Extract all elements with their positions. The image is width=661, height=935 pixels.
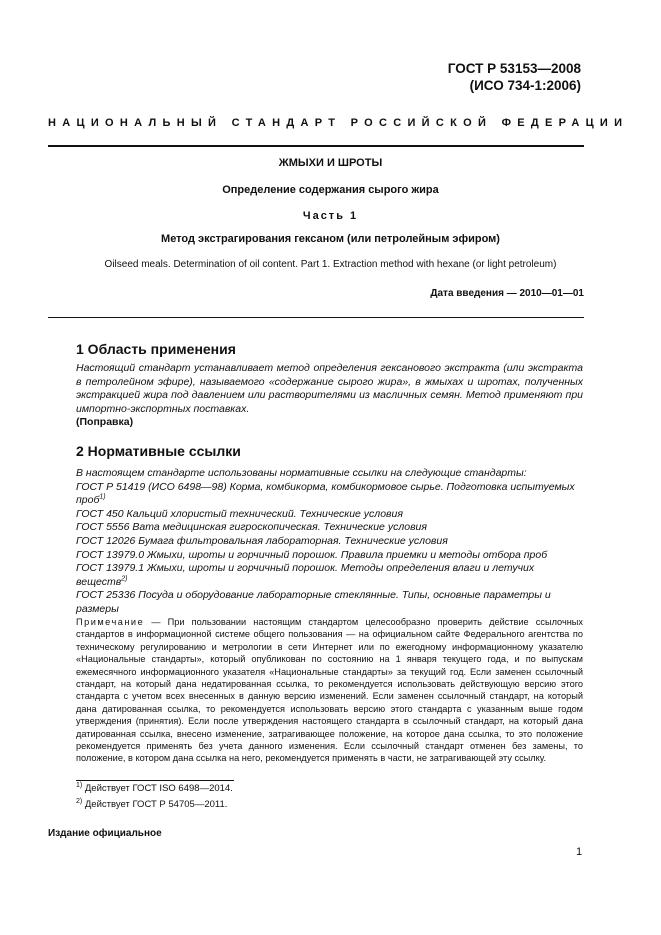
reference-item: ГОСТ 13979.0 Жмыхи, шроты и горчичный порошок. Правила приемки и методы отбора проб (76, 548, 548, 561)
standard-code-gost: ГОСТ Р 53153—2008 (447, 61, 581, 76)
header-rule (48, 145, 584, 147)
section-1-heading: 1 Область применения (76, 341, 236, 357)
english-title: Oilseed meals. Determination of oil content. Part 1. Extraction method with hexane (or light petroleum) (104, 259, 557, 270)
note-label: Примечание (76, 617, 145, 627)
document-title: ЖМЫХИ И ШРОТЫ (278, 157, 383, 169)
reference-item: ГОСТ Р 51419 (ИСО 6498—98) Корма, комбикорма, комбикормовое сырье. Подготовка испытуемых проб$^{1)}$ (76, 480, 575, 507)
references-intro: В настоящем стандарте использованы нормативные ссылки на следующие стандарты: (76, 467, 527, 479)
footnote-1: $^{1)}$ Действует ГОСТ ISO 6498—2014. (76, 781, 233, 794)
introduction-date: Дата введения — 2010—01—01 (430, 288, 584, 299)
national-standard-banner: НАЦИОНАЛЬНЫЙ СТАНДАРТ РОССИЙСКОЙ ФЕДЕРАЦИИ (48, 117, 629, 129)
reference-item: ГОСТ 450 Кальций хлористый технический. Технические условия (76, 507, 403, 520)
reference-item: ГОСТ 25336 Посуда и оборудование лабораторные стеклянные. Типы, основные параметры и размеры (76, 589, 551, 615)
document-part: Часть 1 (302, 210, 359, 222)
correction-note: (Поправка) (76, 416, 134, 428)
reference-item: ГОСТ 12026 Бумага фильтровальная лабораторная. Технические условия (76, 534, 448, 547)
section-2-heading: 2 Нормативные ссылки (76, 443, 241, 459)
footnote-rule (76, 780, 234, 781)
date-rule (48, 317, 584, 318)
footnote-2: $^{2)}$ Действует ГОСТ Р 54705—2011. (76, 797, 228, 810)
page-number: 1 (576, 846, 583, 858)
standard-code-iso: (ИСО 734-1:2006) (469, 78, 581, 93)
section-1-text: Настоящий стандарт устанавливает метод определения гексанового экстракта (или экстракта в петролейном эфире), называемого «содержание сырого жира», в жмыхах и шротах, полученных экстракцией жира под давлением или растворителями из масличных семян. Метод применяют при импортно-экспортных поставках. (76, 362, 583, 415)
standard-code (448, 60, 581, 94)
reference-item: ГОСТ 13979.1 Жмыхи, шроты и горчичный порошок. Методы определения влаги и летучих веществ$^{2)}$ (76, 562, 535, 588)
document-subtitle: Определение содержания сырого жира (222, 184, 439, 196)
normative-references (76, 467, 583, 617)
reference-item: ГОСТ 5556 Вата медицинская гигроскопическая. Технические условия (76, 521, 428, 534)
document-method: Метод экстрагирования гексаном (или петролейным эфиром) (161, 233, 500, 245)
official-edition-label: Издание официальное (48, 828, 162, 839)
note-text: — При пользовании настоящим стандартом целесообразно проверить действие ссылочных стандартов в информационной системе общего пользования — на официальном сайте Федерального агентства по техническому регулированию и метрологии в сети Интернет или по ежегодному информационному указателю «Национальные стандарты», который опубликован по состоянию на 1 января текущего года, и по выпускам ежемесячного информационного указателя «Национальные стандарты» за текущий год. Если заменен ссылочный стандарт, на который дана недатированная ссылка, то рекомендуется использовать действующую версию этого стандарта с учетом всех внесенных в данную версию изменений. Если заменен ссылочный стандарт, на который дана датированная ссылка, то рекомендуется использовать версию этого стандарта с указанным выше годом утверждения (принятия). Если после утверждения настоящего стандарта в ссылочный стандарт, на который дана датированная ссылка, внесено изменение, затрагивающее положение, на которое дана ссылка, то это положение рекомендуется применять без учета данного изменения. Если ссылочный стандарт отменен без замены, то положение, в котором дана ссылка на него, рекомендуется применять в части, не затрагивающей эту ссылку. (76, 617, 583, 764)
references-note (76, 616, 583, 765)
